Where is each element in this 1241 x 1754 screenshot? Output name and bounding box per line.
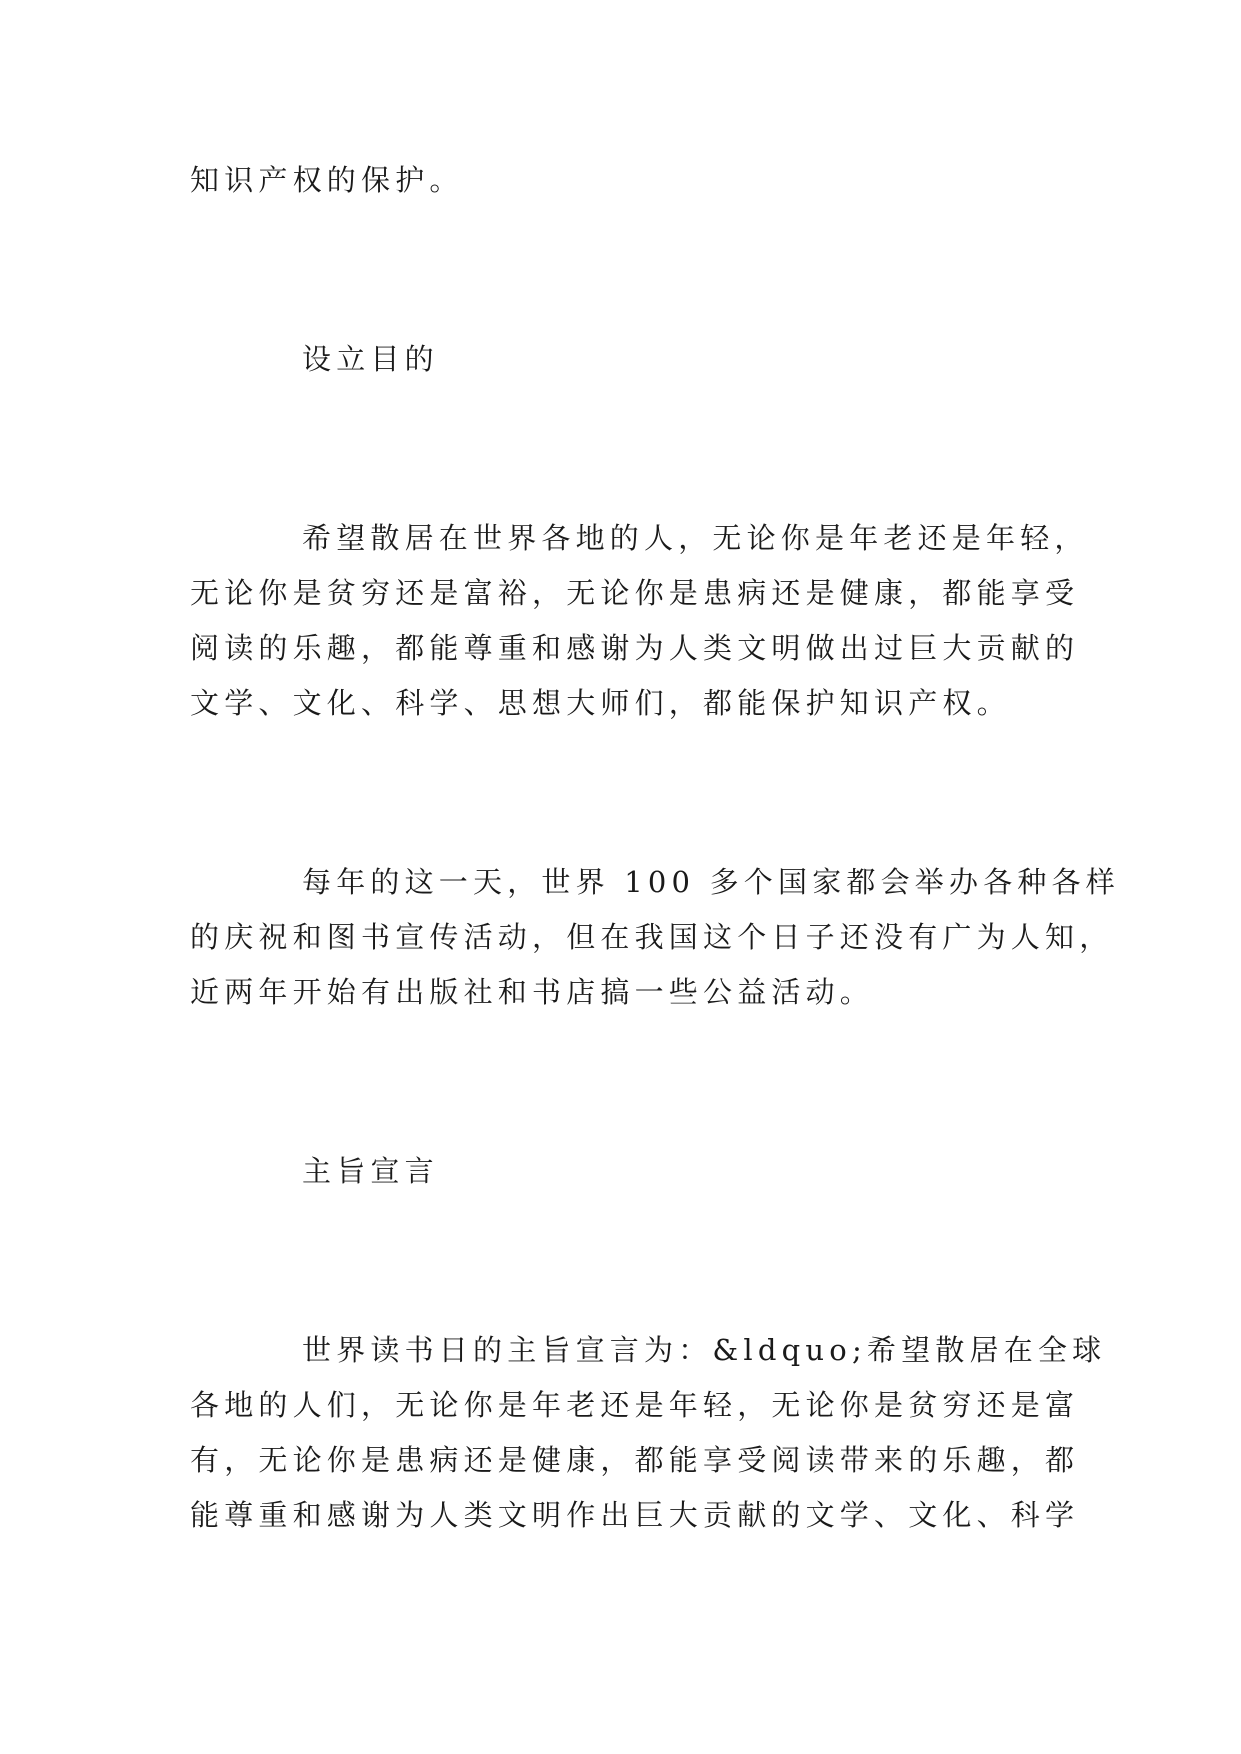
paragraph-purpose-line-4: 文学、文化、科学、思想大师们，都能保护知识产权。	[190, 686, 1011, 720]
paragraph-activities-line-3: 近两年开始有出版社和书店搞一些公益活动。	[190, 975, 875, 1009]
paragraph-activities-line-2: 的庆祝和图书宣传活动，但在我国这个日子还没有广为人知，	[190, 920, 1114, 954]
paragraph-purpose-line-3: 阅读的乐趣，都能尊重和感谢为人类文明做出过巨大贡献的	[190, 631, 1080, 665]
paragraph-declaration-line-4: 能尊重和感谢为人类文明作出巨大贡献的文学、文化、科学	[190, 1498, 1080, 1532]
paragraph-declaration-line-2: 各地的人们，无论你是年老还是年轻，无论你是贫穷还是富	[190, 1388, 1080, 1422]
text-line-1: 知识产权的保护。	[190, 163, 464, 197]
paragraph-declaration-line-3: 有，无论你是患病还是健康，都能享受阅读带来的乐趣，都	[190, 1443, 1080, 1477]
paragraph-declaration-line-1: 世界读书日的主旨宣言为：&ldquo;希望散居在全球	[302, 1333, 1107, 1367]
section-heading-declaration: 主旨宣言	[302, 1154, 439, 1188]
paragraph-purpose-line-2: 无论你是贫穷还是富裕，无论你是患病还是健康，都能享受	[190, 576, 1080, 610]
paragraph-purpose-line-1: 希望散居在世界各地的人，无论你是年老还是年轻，	[302, 521, 1089, 555]
paragraph-activities-line-1: 每年的这一天，世界 100 多个国家都会举办各种各样	[302, 865, 1120, 899]
section-heading-purpose: 设立目的	[302, 342, 439, 376]
